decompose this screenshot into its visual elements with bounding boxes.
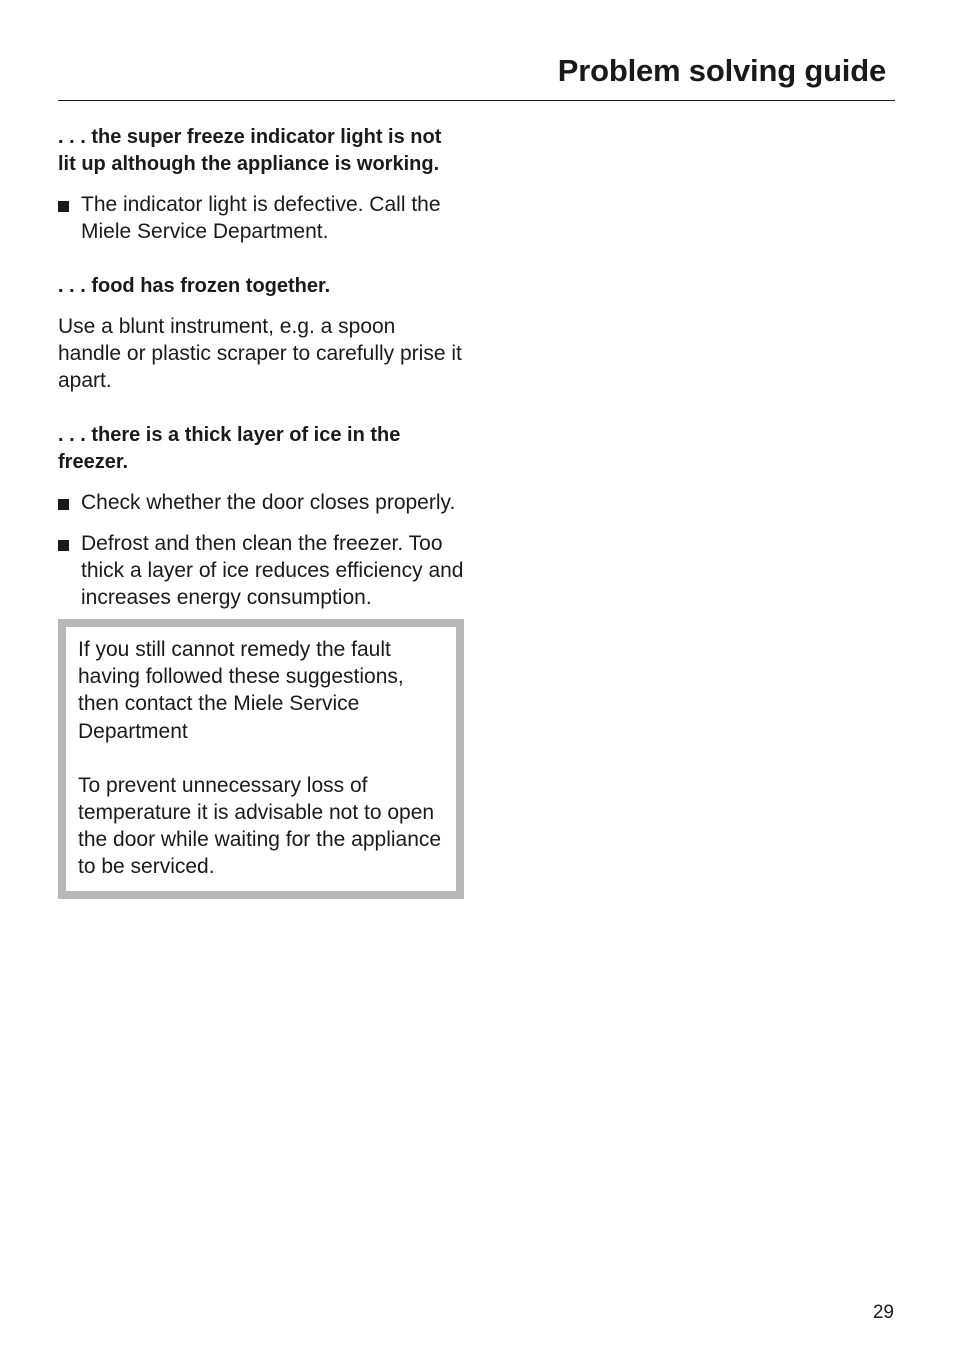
square-bullet-icon: [58, 540, 69, 551]
section-food-frozen: [58, 273, 464, 394]
title-divider: [58, 100, 895, 101]
list-item-text: Defrost and then clean the freezer. Too thick a layer of ice reduces efficiency and increases energy consumption.: [81, 532, 464, 609]
content-column: [58, 124, 464, 899]
list-item-text: The indicator light is defective. Call the Miele Service Department.: [81, 193, 441, 243]
page-number: 29: [872, 1302, 894, 1323]
square-bullet-icon: [58, 499, 69, 510]
section-paragraph: Use a blunt instrument, e.g. a spoon handle or plastic scraper to carefully prise it apart.: [58, 315, 462, 392]
bullet-list: [58, 191, 464, 245]
section-heading: . . . the super freeze indicator light is not lit up although the appliance is working.: [58, 126, 442, 175]
section-indicator-light: [58, 124, 464, 245]
notice-paragraph: If you still cannot remedy the fault having followed these suggestions, then contact the Miele Service Department: [78, 638, 404, 743]
list-item: [58, 530, 464, 611]
list-item-text: Check whether the door closes properly.: [81, 491, 456, 514]
list-item: [58, 489, 464, 516]
notice-paragraph: To prevent unnecessary loss of temperature it is advisable not to open the door while waiting for the appliance to be serviced.: [78, 773, 442, 879]
section-thick-ice: [58, 422, 464, 611]
square-bullet-icon: [58, 201, 69, 212]
page-title: Problem solving guide: [557, 53, 886, 88]
section-heading: . . . food has frozen together.: [58, 275, 331, 297]
list-item: [58, 191, 464, 245]
section-heading: . . . there is a thick layer of ice in the freezer.: [58, 424, 401, 473]
service-notice-box: [58, 619, 464, 899]
bullet-list: [58, 489, 464, 611]
